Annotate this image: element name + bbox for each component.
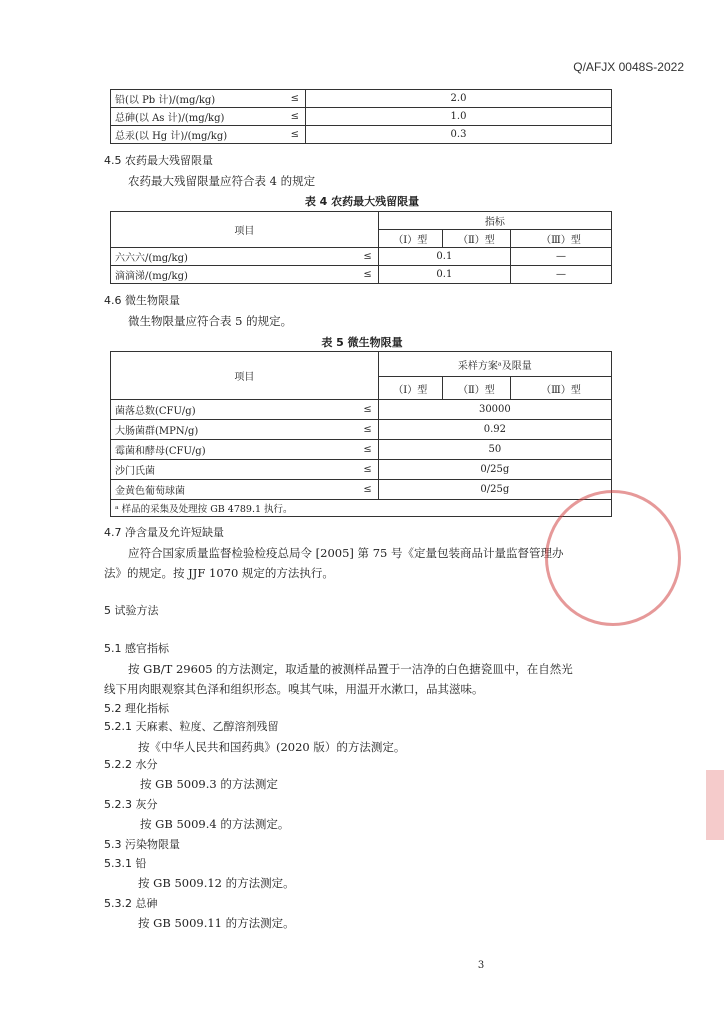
- row-item: 菌落总数(CFU/g): [111, 400, 350, 420]
- row-type3: —: [511, 266, 612, 284]
- table5: [110, 351, 612, 517]
- table3-tail: [110, 89, 612, 144]
- official-seal-icon: [545, 490, 681, 626]
- row-symbol: ≤: [277, 90, 306, 108]
- type-2-header: （Ⅱ）型: [442, 377, 510, 400]
- section-4-7-line1: 应符合国家质量监督检验检疫总局令 [2005] 第 75 号《定量包装商品计量监督管理办: [128, 546, 564, 560]
- table-row: [111, 440, 612, 460]
- row-value: 0/25g: [378, 480, 611, 500]
- section-5-3-1-heading: 5.3.1 铅: [104, 857, 147, 870]
- row-symbol: ≤: [350, 400, 379, 420]
- section-4-7-line2: 法》的规定。按 JJF 1070 规定的方法执行。: [104, 566, 334, 580]
- row-value: 0.92: [378, 420, 611, 440]
- table-row: [111, 480, 612, 500]
- table4: [110, 211, 612, 284]
- type-1-header: （Ⅰ）型: [378, 377, 442, 400]
- section-5-3-heading: 5.3 污染物限量: [104, 838, 180, 851]
- row-value: 0.1: [378, 266, 510, 284]
- table-row: [111, 108, 612, 126]
- section-5-2-3-heading: 5.2.3 灰分: [104, 798, 158, 811]
- type-3-header: （Ⅲ）型: [511, 377, 612, 400]
- section-5-2-1-text: 按《中华人民共和国药典》(2020 版）的方法测定。: [138, 740, 406, 754]
- row-item: 霉菌和酵母(CFU/g): [111, 440, 350, 460]
- row-type3: —: [511, 248, 612, 266]
- section-5-1-line1: 按 GB/T 29605 的方法测定，取适量的被测样品置于一洁净的白色搪瓷皿中，在自然光: [128, 662, 573, 676]
- type-1-header: （Ⅰ）型: [378, 230, 442, 248]
- type-3-header: （Ⅲ）型: [511, 230, 612, 248]
- table-row: [111, 266, 612, 284]
- section-4-5-heading: 4.5 农药最大残留限量: [104, 154, 213, 167]
- row-symbol: ≤: [277, 108, 306, 126]
- section-5-2-heading: 5.2 理化指标: [104, 702, 169, 715]
- section-5-2-2-text: 按 GB 5009.3 的方法测定: [140, 777, 278, 791]
- table-row: [111, 90, 612, 108]
- row-item: 六六六/(mg/kg): [111, 248, 350, 266]
- row-value: 50: [378, 440, 611, 460]
- table4-caption: 表 4 农药最大残留限量: [304, 195, 420, 208]
- table-row: [111, 460, 612, 480]
- row-item: 沙门氏菌: [111, 460, 350, 480]
- page-number: 3: [477, 960, 485, 971]
- section-5-3-2-heading: 5.3.2 总砷: [104, 897, 158, 910]
- section-4-6-heading: 4.6 微生物限量: [104, 294, 180, 307]
- row-value: 30000: [378, 400, 611, 420]
- section-5-2-2-heading: 5.2.2 水分: [104, 758, 158, 771]
- section-5-1-line2: 线下用肉眼观察其色泽和组织形态。嗅其气味，用温开水漱口，品其滋味。: [104, 682, 484, 696]
- row-symbol: ≤: [350, 440, 379, 460]
- row-value: 1.0: [306, 108, 612, 126]
- section-5-2-1-heading: 5.2.1 天麻素、粒度、乙醇溶剂残留: [104, 720, 279, 733]
- document-code: Q/AFJX 0048S-2022: [573, 60, 684, 74]
- row-item: 金黄色葡萄球菌: [111, 480, 350, 500]
- col-item-header: 项目: [111, 212, 379, 248]
- row-item: 总汞(以 Hg 计)/(mg/kg): [111, 126, 278, 144]
- section-5-2-3-text: 按 GB 5009.4 的方法测定。: [140, 817, 290, 831]
- row-value: 0.3: [306, 126, 612, 144]
- table-row: [111, 248, 612, 266]
- col-group-header: 采样方案ᵃ及限量: [378, 352, 611, 377]
- section-5-3-2-text: 按 GB 5009.11 的方法测定。: [138, 916, 295, 930]
- col-item-header: 项目: [111, 352, 379, 400]
- section-4-5-text: 农药最大残留限量应符合表 4 的规定: [128, 174, 316, 188]
- row-symbol: ≤: [350, 480, 379, 500]
- section-4-7-heading: 4.7 净含量及允许短缺量: [104, 526, 224, 539]
- table5-footnote: ᵃ 样品的采集及处理按 GB 4789.1 执行。: [111, 500, 612, 517]
- section-5-heading: 5 试验方法: [104, 604, 159, 617]
- partial-seal-icon: [706, 770, 724, 840]
- col-group-header: 指标: [378, 212, 611, 230]
- table-row: [111, 400, 612, 420]
- row-symbol: ≤: [350, 248, 379, 266]
- row-symbol: ≤: [350, 420, 379, 440]
- table5-caption: 表 5 微生物限量: [321, 336, 403, 349]
- section-5-3-1-text: 按 GB 5009.12 的方法测定。: [138, 876, 295, 890]
- section-4-6-text: 微生物限量应符合表 5 的规定。: [128, 314, 293, 328]
- row-item: 滴滴涕/(mg/kg): [111, 266, 350, 284]
- row-symbol: ≤: [350, 460, 379, 480]
- type-2-header: （Ⅱ）型: [442, 230, 510, 248]
- table-row: [111, 126, 612, 144]
- row-symbol: ≤: [350, 266, 379, 284]
- row-item: 大肠菌群(MPN/g): [111, 420, 350, 440]
- section-5-1-heading: 5.1 感官指标: [104, 642, 169, 655]
- row-item: 铅(以 Pb 计)/(mg/kg): [111, 90, 278, 108]
- row-value: 0/25g: [378, 460, 611, 480]
- row-symbol: ≤: [277, 126, 306, 144]
- row-value: 2.0: [306, 90, 612, 108]
- row-value: 0.1: [378, 248, 510, 266]
- table-row: [111, 420, 612, 440]
- row-item: 总砷(以 As 计)/(mg/kg): [111, 108, 278, 126]
